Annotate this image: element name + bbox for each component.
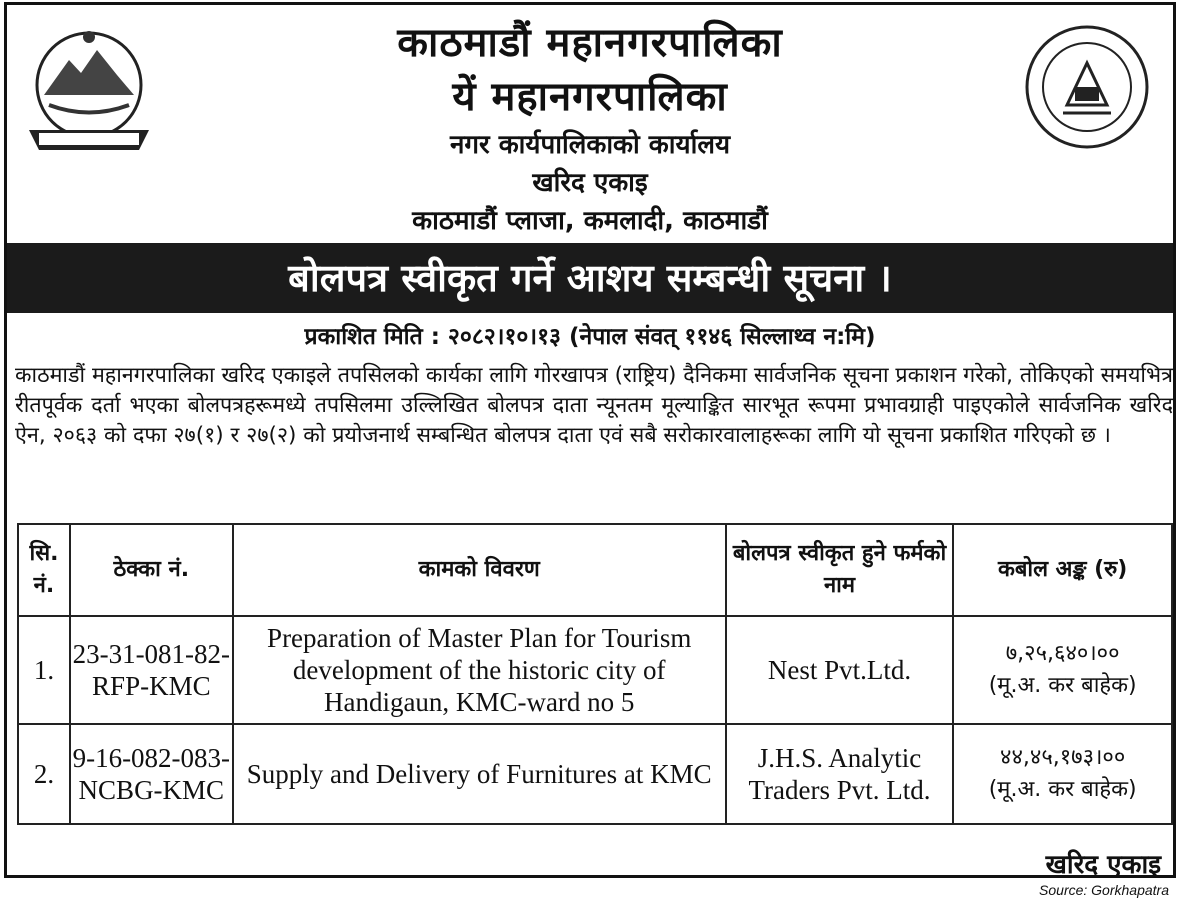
unit-name: खरिद एकाइ <box>532 168 648 198</box>
amount-value: ७,२५,६४०।०० <box>1005 641 1120 666</box>
amount-value: ४४,४५,१७३।०० <box>1000 745 1126 770</box>
header-description: कामको विवरण <box>233 524 726 616</box>
cell-amount <box>953 724 1172 824</box>
header-sn: सि. नं. <box>18 524 70 616</box>
cell-contract-no: 9-16-082-083-NCBG-KMC <box>70 724 233 824</box>
signoff-unit: खरिद एकाइ <box>1045 850 1161 880</box>
municipality-title: काठमाडौं महानगरपालिका <box>397 20 783 66</box>
header-amount: कबोल अङ्क (रु) <box>953 524 1172 616</box>
office-name: नगर कार्यपालिकाको कार्यालय <box>449 130 731 160</box>
source-credit: Source: Gorkhapatra <box>1039 882 1169 898</box>
public-notice <box>4 2 1176 878</box>
cell-description: Preparation of Master Plan for Tourism development of the historic city of Handigaun, KMC-ward no 5 <box>233 616 726 724</box>
table-header-row <box>18 524 1172 616</box>
municipality-title-newari: यें महानगरपालिका <box>452 74 728 120</box>
notice-body: काठमाडौं महानगरपालिका खरिद एकाइले तपसिलको कार्यका लागि गोरखापत्र (राष्ट्रिय) दैनिकमा सार्वजनिक सूचना प्रकाशन गरेको, तोकिएको समयभित्र रीतपूर्वक दर्ता भएका बोलपत्रहरूमध्ये तपसिलमा उल्लिखित बोलपत्र दाता न्यूनतम मूल्याङ्कित सारभूत रूपमा प्रभावग्राही पाइएकोले सार्वजनिक खरिद ऐन, २०६३ को दफा २७(१) र २७(२) को प्रयोजनार्थ सम्बन्धित बोलपत्र दाता एवं सबै सरोकारवालाहरूका लागि यो सूचना प्रकाशित गरिएको छ । <box>15 363 1173 448</box>
published-date: प्रकाशित मिति : २०८२।१०।१३ (नेपाल संवत् ११४६ सिल्लाथ्व न:मि) <box>304 324 876 350</box>
cell-amount <box>953 616 1172 724</box>
notice-header <box>7 5 1173 243</box>
amount-note: (मू.अ. कर बाहेक) <box>988 777 1137 802</box>
table-row <box>18 724 1172 824</box>
awarded-bids-table <box>17 523 1173 825</box>
table-row <box>18 616 1172 724</box>
cell-contract-no: 23-31-081-82-RFP-KMC <box>70 616 233 724</box>
cell-firm: J.H.S. Analytic Traders Pvt. Ltd. <box>726 724 954 824</box>
notice-title-banner: बोलपत्र स्वीकृत गर्ने आशय सम्बन्धी सूचना । <box>7 243 1173 313</box>
amount-note: (मू.अ. कर बाहेक) <box>988 673 1137 698</box>
cell-description: Supply and Delivery of Furnitures at KMC <box>233 724 726 824</box>
office-address: काठमाडौं प्लाजा, कमलादी, काठमाडौं <box>412 206 768 236</box>
header-contract-no: ठेक्का नं. <box>70 524 233 616</box>
cell-sn: 2. <box>18 724 70 824</box>
cell-sn: 1. <box>18 616 70 724</box>
cell-firm: Nest Pvt.Ltd. <box>726 616 954 724</box>
header-firm: बोलपत्र स्वीकृत हुने फर्मको नाम <box>726 524 954 616</box>
